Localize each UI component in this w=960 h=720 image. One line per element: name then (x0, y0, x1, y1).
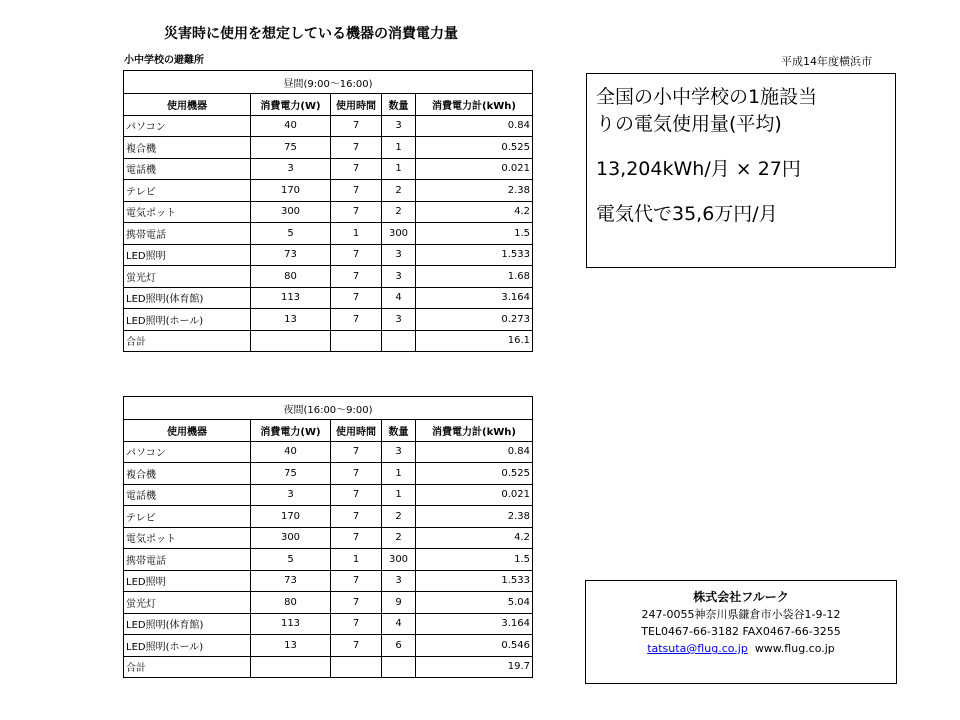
hours-cell: 7 (331, 506, 382, 528)
usage-summary-box (586, 73, 896, 268)
table-row (124, 180, 533, 202)
table-row (124, 570, 533, 592)
kwh-cell: 1.5 (416, 223, 533, 245)
column-header-quantity: 数量 (382, 420, 416, 442)
quantity-cell: 2 (382, 180, 416, 202)
hours-cell: 7 (331, 201, 382, 223)
table-row (124, 223, 533, 245)
device-cell: テレビ (124, 180, 251, 202)
kwh-cell: 2.38 (416, 180, 533, 202)
quantity-cell: 1 (382, 137, 416, 159)
hours-cell: 7 (331, 287, 382, 309)
device-cell: 電話機 (124, 158, 251, 180)
page-title: 災害時に使用を想定している機器の消費電力量 (164, 26, 458, 42)
device-cell: パソコン (124, 115, 251, 137)
watts-cell: 13 (251, 309, 331, 331)
watts-cell: 113 (251, 613, 331, 635)
total-label: 合計 (124, 656, 251, 678)
company-phone-fax: TEL0467-66-3182 FAX0467-66-3255 (641, 625, 841, 638)
daytime-power-table (123, 70, 533, 352)
kwh-cell: 5.04 (416, 592, 533, 614)
kwh-cell: 4.2 (416, 527, 533, 549)
quantity-cell: 3 (382, 266, 416, 288)
kwh-cell: 1.5 (416, 549, 533, 571)
quantity-cell: 3 (382, 309, 416, 331)
kwh-cell: 0.021 (416, 158, 533, 180)
column-header-watts: 消費電力(W) (251, 94, 331, 116)
section-subtitle: 小中学校の避難所 (124, 55, 204, 66)
watts-cell: 40 (251, 441, 331, 463)
quantity-cell: 6 (382, 635, 416, 657)
hours-cell: 7 (331, 484, 382, 506)
column-header-kwh: 消費電力計(kWh) (416, 94, 533, 116)
table-row (124, 635, 533, 657)
hours-cell: 7 (331, 527, 382, 549)
kwh-cell: 0.525 (416, 463, 533, 485)
table-row (124, 201, 533, 223)
watts-cell: 13 (251, 635, 331, 657)
company-name: 株式会社フルーク (693, 590, 789, 604)
summary-line: 全国の小中学校の1施設当 (596, 86, 818, 108)
hours-cell: 1 (331, 549, 382, 571)
quantity-cell: 3 (382, 570, 416, 592)
device-cell: 蛍光灯 (124, 266, 251, 288)
watts-cell: 300 (251, 201, 331, 223)
table-row (124, 463, 533, 485)
device-cell: LED照明 (124, 570, 251, 592)
quantity-cell: 1 (382, 158, 416, 180)
watts-cell: 80 (251, 266, 331, 288)
kwh-cell: 1.533 (416, 244, 533, 266)
device-cell: LED照明(ホール) (124, 309, 251, 331)
quantity-cell: 9 (382, 592, 416, 614)
hours-cell: 7 (331, 137, 382, 159)
table-row (124, 527, 533, 549)
table-row (124, 592, 533, 614)
quantity-cell: 1 (382, 484, 416, 506)
table-row (124, 137, 533, 159)
table-row (124, 266, 533, 288)
period-header: 夜間(16:00〜9:00) (124, 397, 533, 420)
kwh-cell: 2.38 (416, 506, 533, 528)
hours-cell: 7 (331, 463, 382, 485)
device-cell: パソコン (124, 441, 251, 463)
total-value: 19.7 (416, 656, 533, 678)
kwh-cell: 0.273 (416, 309, 533, 331)
device-cell: LED照明 (124, 244, 251, 266)
watts-cell: 170 (251, 506, 331, 528)
kwh-cell: 0.84 (416, 115, 533, 137)
device-cell: LED照明(体育館) (124, 287, 251, 309)
watts-cell: 73 (251, 244, 331, 266)
hours-cell: 7 (331, 266, 382, 288)
device-cell: 蛍光灯 (124, 592, 251, 614)
table-row (124, 549, 533, 571)
quantity-cell: 300 (382, 223, 416, 245)
kwh-cell: 0.525 (416, 137, 533, 159)
device-cell: 電気ポット (124, 201, 251, 223)
quantity-cell: 4 (382, 613, 416, 635)
quantity-cell: 300 (382, 549, 416, 571)
table-row (124, 441, 533, 463)
kwh-cell: 0.84 (416, 441, 533, 463)
column-header-watts: 消費電力(W) (251, 420, 331, 442)
quantity-cell: 1 (382, 463, 416, 485)
company-email-link[interactable]: tatsuta@flug.co.jp (647, 642, 748, 655)
period-header: 昼間(9:00〜16:00) (124, 71, 533, 94)
device-cell: LED照明(体育館) (124, 613, 251, 635)
device-cell: 携帯電話 (124, 223, 251, 245)
quantity-cell: 4 (382, 287, 416, 309)
watts-cell: 3 (251, 484, 331, 506)
watts-cell: 5 (251, 223, 331, 245)
hours-cell: 7 (331, 180, 382, 202)
table-row (124, 309, 533, 331)
watts-cell: 5 (251, 549, 331, 571)
column-header-quantity: 数量 (382, 94, 416, 116)
watts-cell: 170 (251, 180, 331, 202)
device-cell: テレビ (124, 506, 251, 528)
watts-cell: 75 (251, 137, 331, 159)
company-info-box (585, 580, 897, 684)
column-header-hours: 使用時間 (331, 94, 382, 116)
summary-monthly-bill: 電気代で35,6万円/月 (596, 203, 778, 225)
hours-cell: 7 (331, 635, 382, 657)
hours-cell: 7 (331, 441, 382, 463)
kwh-cell: 4.2 (416, 201, 533, 223)
summary-line: りの電気使用量(平均) (596, 113, 782, 135)
quantity-cell: 2 (382, 201, 416, 223)
kwh-cell: 3.164 (416, 287, 533, 309)
source-note: 平成14年度横浜市 (781, 55, 872, 68)
device-cell: LED照明(ホール) (124, 635, 251, 657)
hours-cell: 7 (331, 309, 382, 331)
hours-cell: 7 (331, 592, 382, 614)
hours-cell: 7 (331, 115, 382, 137)
table-row (124, 158, 533, 180)
quantity-cell: 3 (382, 441, 416, 463)
quantity-cell: 3 (382, 244, 416, 266)
device-cell: 電気ポット (124, 527, 251, 549)
kwh-cell: 3.164 (416, 613, 533, 635)
kwh-cell: 0.546 (416, 635, 533, 657)
column-header-hours: 使用時間 (331, 420, 382, 442)
kwh-cell: 1.68 (416, 266, 533, 288)
hours-cell: 1 (331, 223, 382, 245)
table-row (124, 506, 533, 528)
table-row (124, 484, 533, 506)
company-website: www.flug.co.jp (754, 642, 835, 655)
kwh-cell: 1.533 (416, 570, 533, 592)
device-cell: 電話機 (124, 484, 251, 506)
total-label: 合計 (124, 330, 251, 352)
watts-cell: 73 (251, 570, 331, 592)
company-address: 247-0055神奈川県鎌倉市小袋谷1-9-12 (641, 608, 841, 621)
hours-cell: 7 (331, 158, 382, 180)
watts-cell: 3 (251, 158, 331, 180)
column-header-kwh: 消費電力計(kWh) (416, 420, 533, 442)
column-header-device: 使用機器 (124, 94, 251, 116)
quantity-cell: 2 (382, 506, 416, 528)
summary-usage-cost: 13,204kWh/月 × 27円 (596, 158, 801, 180)
hours-cell: 7 (331, 613, 382, 635)
table-row (124, 613, 533, 635)
device-cell: 複合機 (124, 463, 251, 485)
column-header-device: 使用機器 (124, 420, 251, 442)
table-row (124, 244, 533, 266)
quantity-cell: 3 (382, 115, 416, 137)
hours-cell: 7 (331, 570, 382, 592)
watts-cell: 300 (251, 527, 331, 549)
watts-cell: 40 (251, 115, 331, 137)
watts-cell: 80 (251, 592, 331, 614)
quantity-cell: 2 (382, 527, 416, 549)
table-row (124, 115, 533, 137)
kwh-cell: 0.021 (416, 484, 533, 506)
watts-cell: 75 (251, 463, 331, 485)
total-value: 16.1 (416, 330, 533, 352)
watts-cell: 113 (251, 287, 331, 309)
hours-cell: 7 (331, 244, 382, 266)
device-cell: 複合機 (124, 137, 251, 159)
device-cell: 携帯電話 (124, 549, 251, 571)
table-row (124, 287, 533, 309)
nighttime-power-table (123, 396, 533, 678)
